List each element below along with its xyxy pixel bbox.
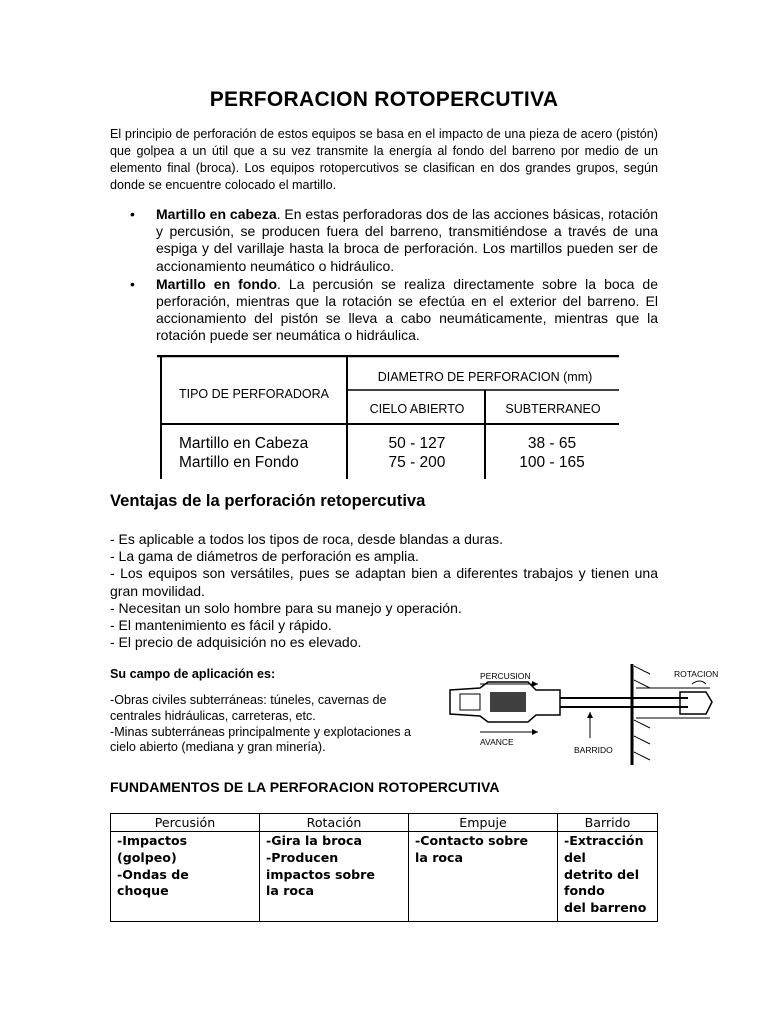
row-open: 75 - 200 [388,454,446,471]
avance-label: AVANCE [480,737,514,747]
cell-empuje [409,832,558,922]
cell-line: -Impactos [117,833,188,848]
cell-line: -Gira la broca [266,833,363,848]
advantages-heading: Ventajas de la perforación retopercutiva [110,491,426,510]
intro-paragraph: El principio de perforación de estos equipos se basa en el impacto de una pieza de acero (pistón) que golpea a un útil que a su vez transmite la energía al fondo del barreno por medio de un elemento final (broca). Los equipos rotopercutivos se clasifican en dos grandes grupos, según donde se encuentre colocado el martillo. [110,127,658,192]
header-empuje: Empuje [409,814,558,832]
barrido-label: BARRIDO [574,745,613,755]
table-row [111,832,658,922]
cell-line: -Ondas de [117,866,189,882]
list-item: - Los equipos son versátiles, pues se adaptan bien a diferentes trabajos y tienen una gran movilidad. [110,565,658,599]
list-item: - El mantenimiento es fácil y rápido. [110,617,332,634]
row-type: Martillo en Cabeza [179,435,309,452]
bullet-term: Martillo en fondo [156,275,277,292]
cell-line: la roca [415,849,464,865]
row-open: 50 - 127 [388,435,446,452]
cell-line: (golpeo) [117,849,177,865]
cell-rotacion [260,832,409,922]
col-diameter-header: DIAMETRO DE PERFORACION (mm) [377,370,593,384]
bullet-icon: • [130,206,135,222]
cell-line: -Contacto sobre [415,833,529,848]
bullet-text: . La percusión se realiza directamente sobre la boca de perforación, mientras que la rotación se efectúa en el exterior del barreno. El accionamiento del pistón se lleva a cabo neumáticamente, mientras que la rotación puede ser neumática o hidráulica. [156,275,659,344]
header-barrido: Barrido [558,814,658,832]
hammer-types-list [110,206,658,346]
rotopercussion-diagram [440,660,720,765]
percusion-label: PERCUSION [480,671,531,681]
col-type-header: TIPO DE PERFORADORA [178,387,330,401]
row-type: Martillo en Fondo [179,454,299,471]
list-item [110,206,658,275]
diameter-table [157,355,619,479]
cell-barrido [558,832,658,922]
list-item [110,276,658,345]
cell-line: detrito del fondo [564,866,640,899]
advantages-list [110,531,658,651]
col-open-header: CIELO ABIERTO [369,402,465,416]
list-item: -Obras civiles subterráneas: túneles, cavernas de centrales hidráulicas, carreteras, etc. [110,693,387,723]
rotacion-label: ROTACION [674,669,719,679]
row-under: 100 - 165 [519,454,585,471]
cell-line: del barreno [564,900,647,916]
fundamentals-table [110,813,658,922]
cell-line: choque [117,883,169,899]
list-item: - Necesitan un solo hombre para su manejo y operación. [110,599,462,616]
header-percusion: Percusión [111,814,260,832]
bullet-text: . En estas perforadoras dos de las acciones básicas, rotación y percusión, se producen fuera del barreno, transmitiéndose a través de una espiga y del varillaje hasta la broca de perforación. Los martillos pueden ser de accionamiento neumático o hidráulico. [156,206,658,274]
cell-percusion [111,832,260,922]
page-title: PERFORACION ROTOPERCUTIVA [209,88,559,111]
header-rotacion: Rotación [260,814,409,832]
cell-line: impactos sobre [266,866,375,882]
bullet-icon: • [130,275,135,292]
cell-line: -Extracción del [564,833,644,865]
bullet-term: Martillo en cabeza [156,206,277,222]
list-item: - El precio de adquisición no es elevado. [110,634,362,651]
cell-line: -Producen [266,849,339,865]
cell-line: la roca [266,883,315,899]
col-under-header: SUBTERRANEO [505,402,601,416]
table-header-row [111,814,658,832]
application-list [110,693,430,756]
list-item: -Minas subterráneas principalmente y explotaciones a cielo abierto (mediana y gran minería). [110,724,412,755]
list-item: - Es aplicable a todos los tipos de roca, desde blandas a duras. [110,531,504,547]
row-under: 38 - 65 [527,435,577,452]
application-heading: Su campo de aplicación es: [110,667,276,681]
list-item: - La gama de diámetros de perforación es amplia. [110,548,419,565]
fundamentals-heading: FUNDAMENTOS DE LA PERFORACION ROTOPERCUTIVA [110,779,500,795]
